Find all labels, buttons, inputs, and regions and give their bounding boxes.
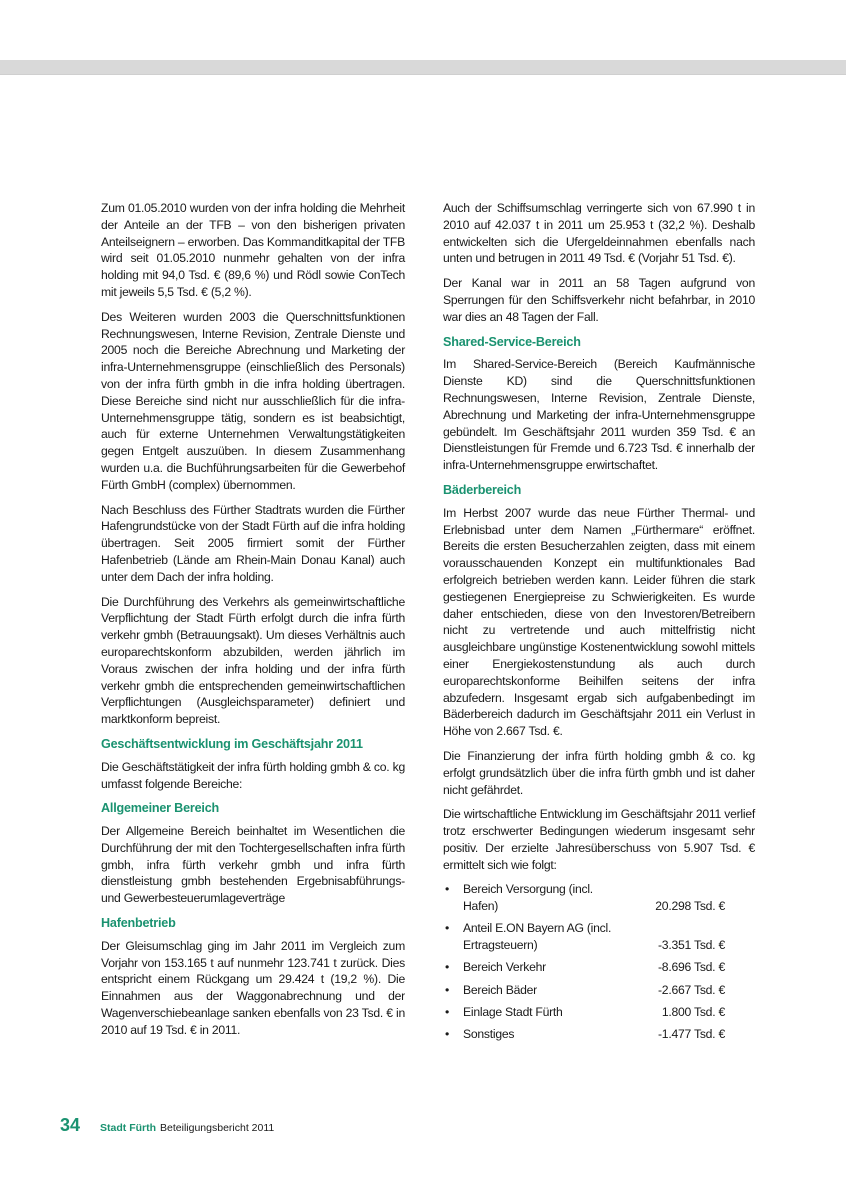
list-item [443, 982, 755, 999]
item-label: Einlage Stadt Fürth [463, 1004, 563, 1019]
paragraph-transport-obligation: Die Durchführung des Verkehrs als gemeinwirtschaftliche Verpflichtung der Stadt Fürth erfolgt durch die infra fürth verkehr gmbh (Betrauungsakt). Um dieses Verhältnis auch europarechtskonform abzubilden, werden jährlich im Voraus zwischen der infra holding und der infra fürth verkehr gmbh die entsprechenden gemeinwirtschaftlichen Verpflichtungen (Ausgleichsparameter) definiert und marktkonform bepreist. [101, 594, 405, 727]
bullet-icon: • [445, 960, 450, 975]
paragraph-canal-closure: Der Kanal war in 2011 an 58 Tagen aufgrund von Sperrungen für den Schiffsverkehr nicht befahrbar, in 2010 war dies an 48 Tagen der Fall. [443, 276, 755, 324]
bullet-icon: • [445, 882, 450, 897]
page-number: 34 [60, 1115, 81, 1135]
item-amount: 1.800 Tsd. € [661, 1004, 725, 1019]
paragraph-ship-handling: Auch der Schiffsumschlag verringerte sich von 67.990 t in 2010 auf 42.037 t in 2011 um 25.953 t (32,2 %). Deshalb entwickelten sich die Ufergeldeinnahmen ebenfalls nach unten und betrugen in 2011 49 Tsd. € (Vorjahr 51 Tsd. €). [443, 201, 755, 266]
heading-shared-service: Shared-Service-Bereich [443, 334, 581, 349]
paragraph-annual-surplus: Die wirtschaftliche Entwicklung im Geschäftsjahr 2011 verlief trotz erschwerter Bedingungen wiederum insgesamt sehr positiv. Der erzielte Jahresüberschuss von 5.907 Tsd. € ermittelt sich wie folgt: [443, 807, 755, 872]
item-amount: -1.477 Tsd. € [658, 1027, 725, 1042]
item-label: Anteil E.ON Bayern AG (incl. Ertragsteuern) [463, 921, 612, 953]
footer-city: Stadt Fürth [100, 1122, 157, 1134]
heading-general-area: Allgemeiner Bereich [101, 801, 219, 816]
item-label: Sonstiges [463, 1027, 515, 1042]
item-amount: -8.696 Tsd. € [658, 960, 725, 975]
heading-baths: Bäderbereich [443, 482, 522, 497]
item-amount: 20.298 Tsd. € [655, 899, 725, 914]
item-amount: -2.667 Tsd. € [658, 982, 725, 997]
bullet-icon: • [445, 1004, 450, 1019]
header-band [0, 60, 846, 75]
item-label: Bereich Verkehr [463, 960, 546, 975]
surplus-breakdown-list [443, 881, 755, 1042]
paragraph-general-area: Der Allgemeine Bereich beinhaltet im Wesentlichen die Durchführung der mit den Tochtergesellschaften infra fürth gmbh, infra fürth verkehr gmbh und infra fürth dienstleistung gmbh bestehenden Ergebnisabführungs- und Gewerbesteuerumlageverträge [101, 824, 405, 906]
page-footer [60, 1115, 274, 1136]
item-amount: -3.351 Tsd. € [658, 938, 725, 953]
paragraph-harbour-transfer: Nach Beschluss des Fürther Stadtrats wurden die Fürther Hafengrundstücke von der Stadt Fürth auf die infra holding übertragen. Seit 2005 firmiert somit der Fürther Hafenbetrieb (Lände am Rhein-Main Donau Kanal) auch unter dem Dach der infra holding. [101, 502, 405, 584]
item-label: Bereich Versorgung (incl. Hafen) [463, 882, 593, 914]
list-item [443, 1004, 755, 1021]
paragraph-tfb-shares: Zum 01.05.2010 wurden von der infra holding die Mehrheit der Anteile an der TFB – von den bisherigen privaten Anteilseignern – erworben. Das Kommanditkapital der TFB wird seit 01.05.2010 nunmehr gehalten von der infra holding mit 94,0 Tsd. € (89,6 %) und Rödl sowie ConTech mit jeweils 5,5 Tsd. € (5,2 %). [101, 201, 405, 299]
list-item [443, 1026, 755, 1043]
heading-harbour: Hafenbetrieb [101, 916, 176, 931]
paragraph-business-areas: Die Geschäftstätigkeit der infra fürth holding gmbh & co. kg umfasst folgende Bereiche: [101, 759, 405, 791]
paragraph-financing: Die Finanzierung der infra fürth holding gmbh & co. kg erfolgt grundsätzlich über die infra fürth gmbh und ist daher nicht gefährdet. [443, 748, 755, 797]
paragraph-cross-functions: Des Weiteren wurden 2003 die Querschnittsfunktionen Rechnungswesen, Interne Revision, Zentrale Dienste und 2005 noch die Bereiche Abrechnung und Marketing der infra-Unternehmensgruppe (einschließlich des Personals) von der infra fürth gmbh in die infra holding übertragen. Diese Bereiche sind nicht nur ausschließlich für die infra-Unternehmensgruppe tätig, sondern es ist beabsichtigt, auch für externe Unternehmen Verwaltungstätigkeiten gegen Entgelt auszuüben. In diesem Zusammenhang wurden u.a. die Buchführungsarbeiten für die Gewerbehof Fürth GmbH (complex) übernommen. [101, 309, 405, 492]
list-item [443, 920, 755, 954]
bullet-icon: • [445, 921, 450, 936]
list-item [443, 959, 755, 976]
bullet-icon: • [445, 1027, 450, 1042]
paragraph-rail-handling: Der Gleisumschlag ging im Jahr 2011 im Vergleich zum Vorjahr von 153.165 t auf nunmehr 123.741 t zurück. Dies entspricht einem Rückgang um 29.424 t (19,2 %). Die Einnahmen aus der Waggonabrechnung und der Wagenverschiebeanlage sanken ebenfalls von 23 Tsd. € in 2010 auf 19 Tsd. € in 2011. [101, 938, 405, 1037]
paragraph-shared-service: Im Shared-Service-Bereich (Bereich Kaufmännische Dienste KD) sind die Querschnittsfunktionen Rechnungswesen, Interne Revision, Zentrale Dienste, Abrechnung und Marketing der infra-Unternehmensgruppe gebündelt. Im Geschäftsjahr 2011 wurden 359 Tsd. € an Dienstleistungen für Fremde und 6.723 Tsd. € innerhalb der infra-Unternehmensgruppe erwirtschaftet. [443, 357, 755, 473]
left-column [101, 200, 405, 1047]
paragraph-baths: Im Herbst 2007 wurde das neue Fürther Thermal- und Erlebnisbad unter dem Namen „Fürthermare“ eröffnet. Bereits die ersten Besucherzahlen zeigten, dass mit einem vorausschauenden Konzept ein multifunktionales Bad erfolgreich betrieben werden kann. Leider führen die stark gestiegenen Energiepreise zu Schwierigkeiten. Es wurde daher entschieden, diese von den Investoren/Betreibern nicht zu vertretende und auch mittelfristig nicht ausgleichbare ungünstige Kostenentwicklung sowohl mittels einer Energiekostenstundung als auch durch europarechtskonforme Beihilfen seitens der infra abzufedern. Insgesamt ergab sich aufgabenbedingt im Bäderbereich dadurch im Geschäftsjahr 2011 ein Verlust in Höhe von 2.667 Tsd. €. [443, 505, 755, 739]
right-column [443, 200, 755, 1048]
bullet-icon: • [445, 982, 450, 997]
item-label: Bereich Bäder [463, 982, 537, 997]
list-item [443, 881, 755, 915]
footer-report-title: Beteiligungsbericht 2011 [160, 1122, 275, 1134]
heading-business-development: Geschäftsentwicklung im Geschäftsjahr 2011 [101, 736, 363, 751]
